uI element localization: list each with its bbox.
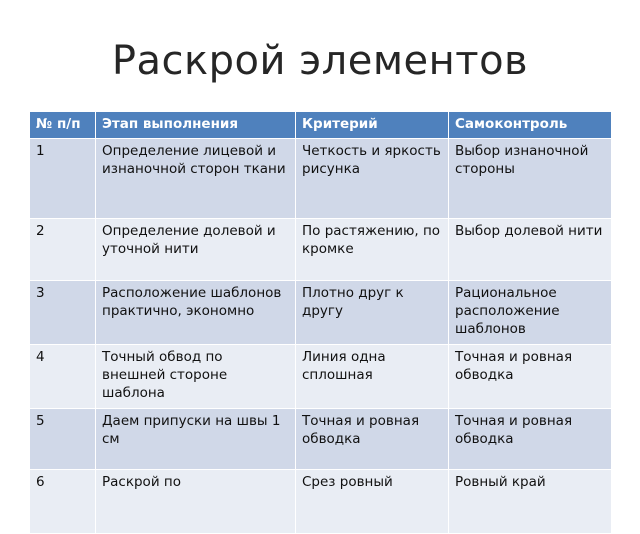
cell-self-check: Выбор долевой нити [449,219,612,281]
cell-stage: Определение долевой и уточной нити [96,219,296,281]
table-row [30,281,612,345]
cell-criterion: Срез ровный [296,470,449,534]
cell-number: 3 [30,281,96,345]
cell-criterion: Линия одна сплошная [296,345,449,409]
cell-criterion: Плотно друг к другу [296,281,449,345]
table-row [30,470,612,534]
table-row [30,219,612,281]
cell-number: 2 [30,219,96,281]
cell-criterion: Точная и ровная обводка [296,409,449,470]
stages-table-container [29,111,611,491]
header-criterion: Критерий [296,112,449,139]
cell-criterion: По растяжению, по кромке [296,219,449,281]
cell-number: 5 [30,409,96,470]
cell-self-check: Рациональное расположение шаблонов [449,281,612,345]
cell-stage: Даем припуски на швы 1 см [96,409,296,470]
cell-stage: Раскрой по [96,470,296,534]
cell-number: 1 [30,139,96,219]
cell-stage: Определение лицевой и изнаночной сторон ткани [96,139,296,219]
cell-stage: Точный обвод по внешней стороне шаблона [96,345,296,409]
cell-self-check: Ровный край [449,470,612,534]
cell-self-check: Выбор изнаночной стороны [449,139,612,219]
cell-stage: Расположение шаблонов практично, экономно [96,281,296,345]
table-row [30,139,612,219]
header-stage: Этап выполнения [96,112,296,139]
cell-criterion: Четкость и яркость рисунка [296,139,449,219]
cell-self-check: Точная и ровная обводка [449,345,612,409]
cell-number: 6 [30,470,96,534]
table-header-row [30,112,612,139]
cell-self-check: Точная и ровная обводка [449,409,612,470]
table-row [30,345,612,409]
header-number: № п/п [30,112,96,139]
table-row [30,409,612,470]
stages-table [29,111,612,534]
cell-number: 4 [30,345,96,409]
slide-title: Раскрой элементов [111,38,529,84]
header-self-check: Самоконтроль [449,112,612,139]
